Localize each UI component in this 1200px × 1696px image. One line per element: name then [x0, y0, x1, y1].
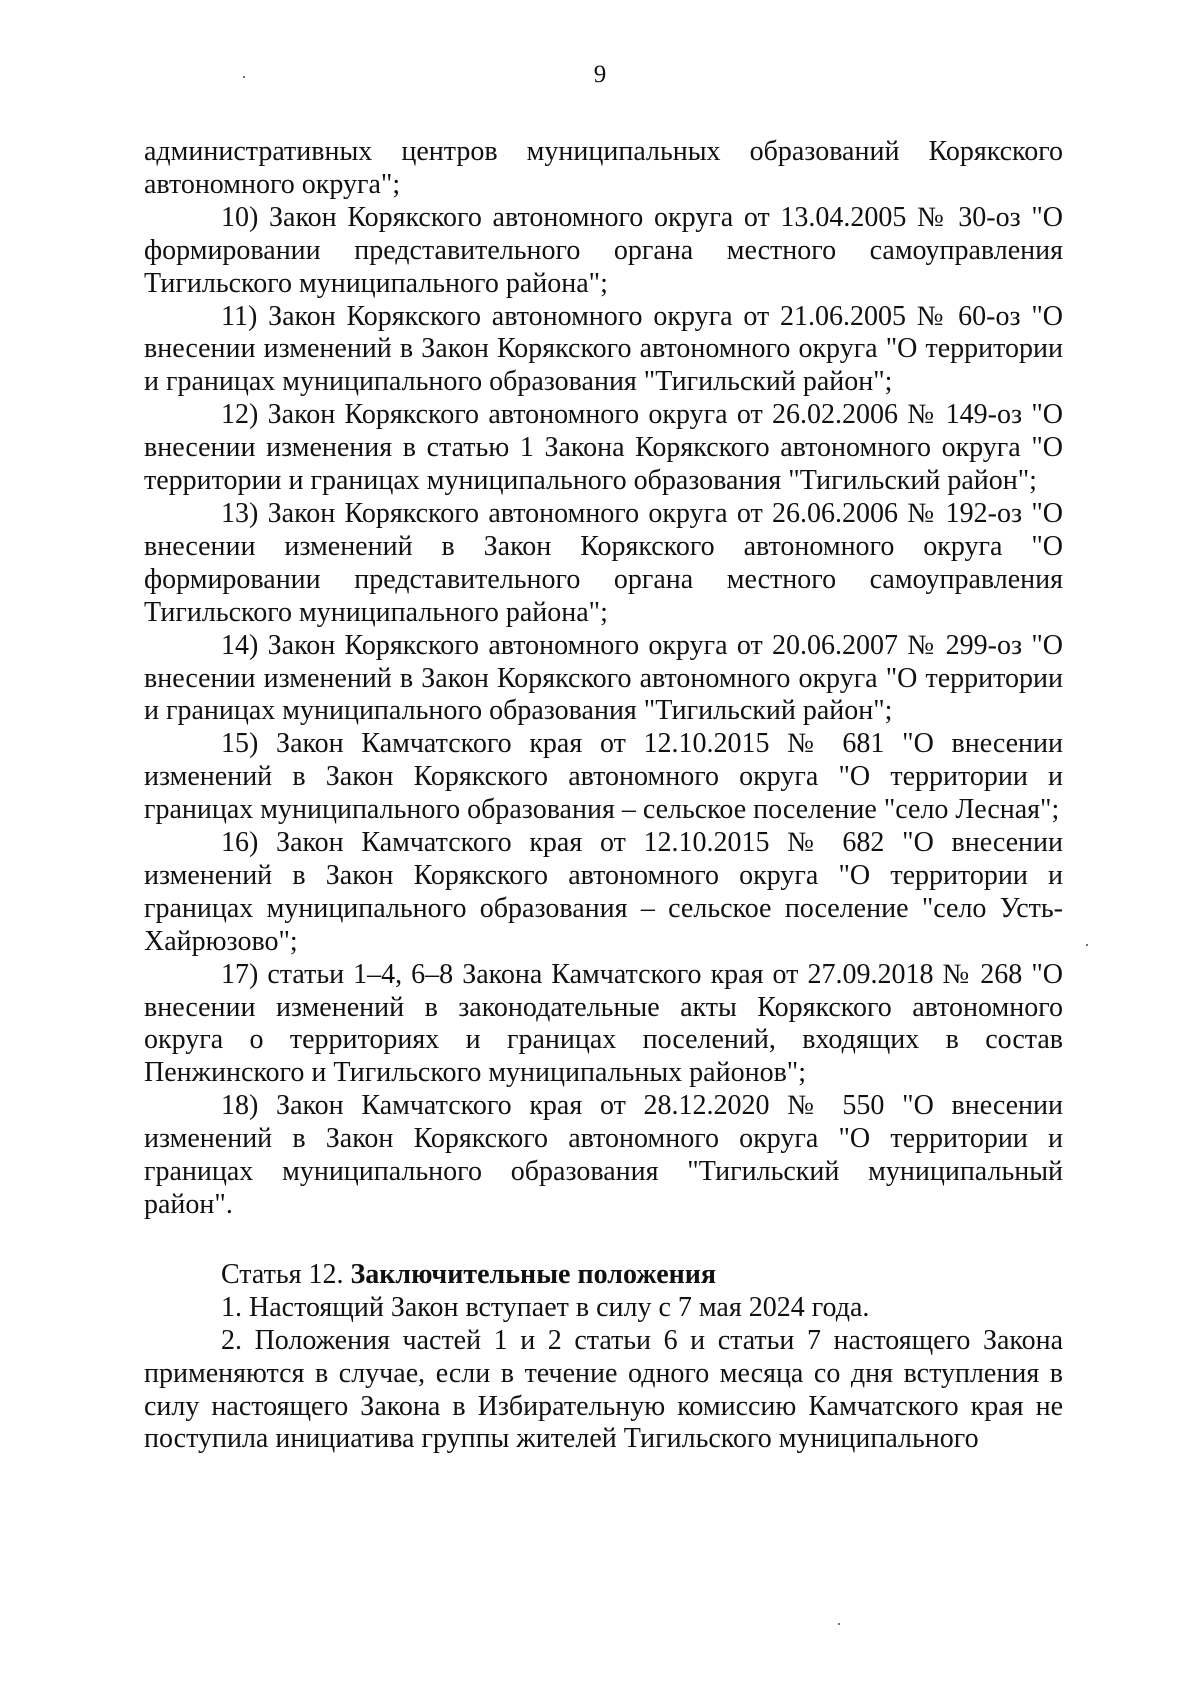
paragraph-continuation: административных центров муниципальных образований Корякского автономного округа";	[144, 136, 1063, 200]
document-body	[144, 136, 1063, 1456]
list-item: 10) Закон Корякского автономного округа от 13.04.2005 № 30-оз "О формировании представительного органа местного самоуправления Тигильского муниципального района";	[144, 201, 1063, 299]
list-item: 16) Закон Камчатского края от 12.10.2015 № 682 "О внесении изменений в Закон Корякского автономного округа "О территории и границах муниципального образования – сельское поселение "село Усть-Хайрюзово";	[144, 827, 1063, 957]
scan-speck	[1086, 944, 1088, 946]
list-item: 15) Закон Камчатского края от 12.10.2015 № 681 "О внесении изменений в Закон Корякского автономного округа "О территории и границах муниципального образования – сельское поселение "село Лесная";	[144, 728, 1063, 826]
scan-speck	[838, 1623, 840, 1625]
article-label: Статья 12.	[221, 1258, 344, 1290]
list-item: 14) Закон Корякского автономного округа от 20.06.2007 № 299-оз "О внесении изменений в Закон Корякского автономного округа "О территории и границах муниципального образования "Тигильский район";	[144, 629, 1063, 727]
article-paragraph: 1. Настоящий Закон вступает в силу с 7 мая 2024 года.	[221, 1291, 870, 1323]
article-paragraph: 2. Положения частей 1 и 2 статьи 6 и статьи 7 настоящего Закона применяются в случае, если в течение одного месяца со дня вступления в силу настоящего Закона в Избирательную комиссию Камчатского края не поступила инициатива группы жителей Тигильского муниципального	[144, 1324, 1063, 1455]
list-item: 18) Закон Камчатского края от 28.12.2020 № 550 "О внесении изменений в Закон Корякского автономного округа "О территории и границах муниципального образования "Тигильский муниципальный район".	[144, 1090, 1063, 1220]
list-item: 13) Закон Корякского автономного округа от 26.06.2006 № 192-оз "О внесении изменений в Закон Корякского автономного округа "О формировании представительного органа местного самоуправления Тигильского муниципального района";	[144, 497, 1063, 628]
scan-speck	[243, 76, 245, 78]
list-item: 17) статьи 1–4, 6–8 Закона Камчатского края от 27.09.2018 № 268 "О внесении изменений в законодательные акты Корякского автономного округа о территориях и границах поселений, входящих в состав Пенжинского и Тигильского муниципальных районов";	[144, 958, 1063, 1089]
article-title: Заключительные положения	[350, 1258, 717, 1290]
page-number: 9	[593, 61, 607, 88]
article-heading	[144, 1259, 1063, 1292]
list-item: 12) Закон Корякского автономного округа от 26.02.2006 № 149-оз "О внесении изменения в статью 1 Закона Корякского автономного округа "О территории и границах муниципального образования "Тигильский район";	[144, 399, 1063, 497]
list-item: 11) Закон Корякского автономного округа от 21.06.2005 № 60-оз "О внесении изменений в Закон Корякского автономного округа "О территории и границах муниципального образования "Тигильский район";	[144, 300, 1063, 398]
